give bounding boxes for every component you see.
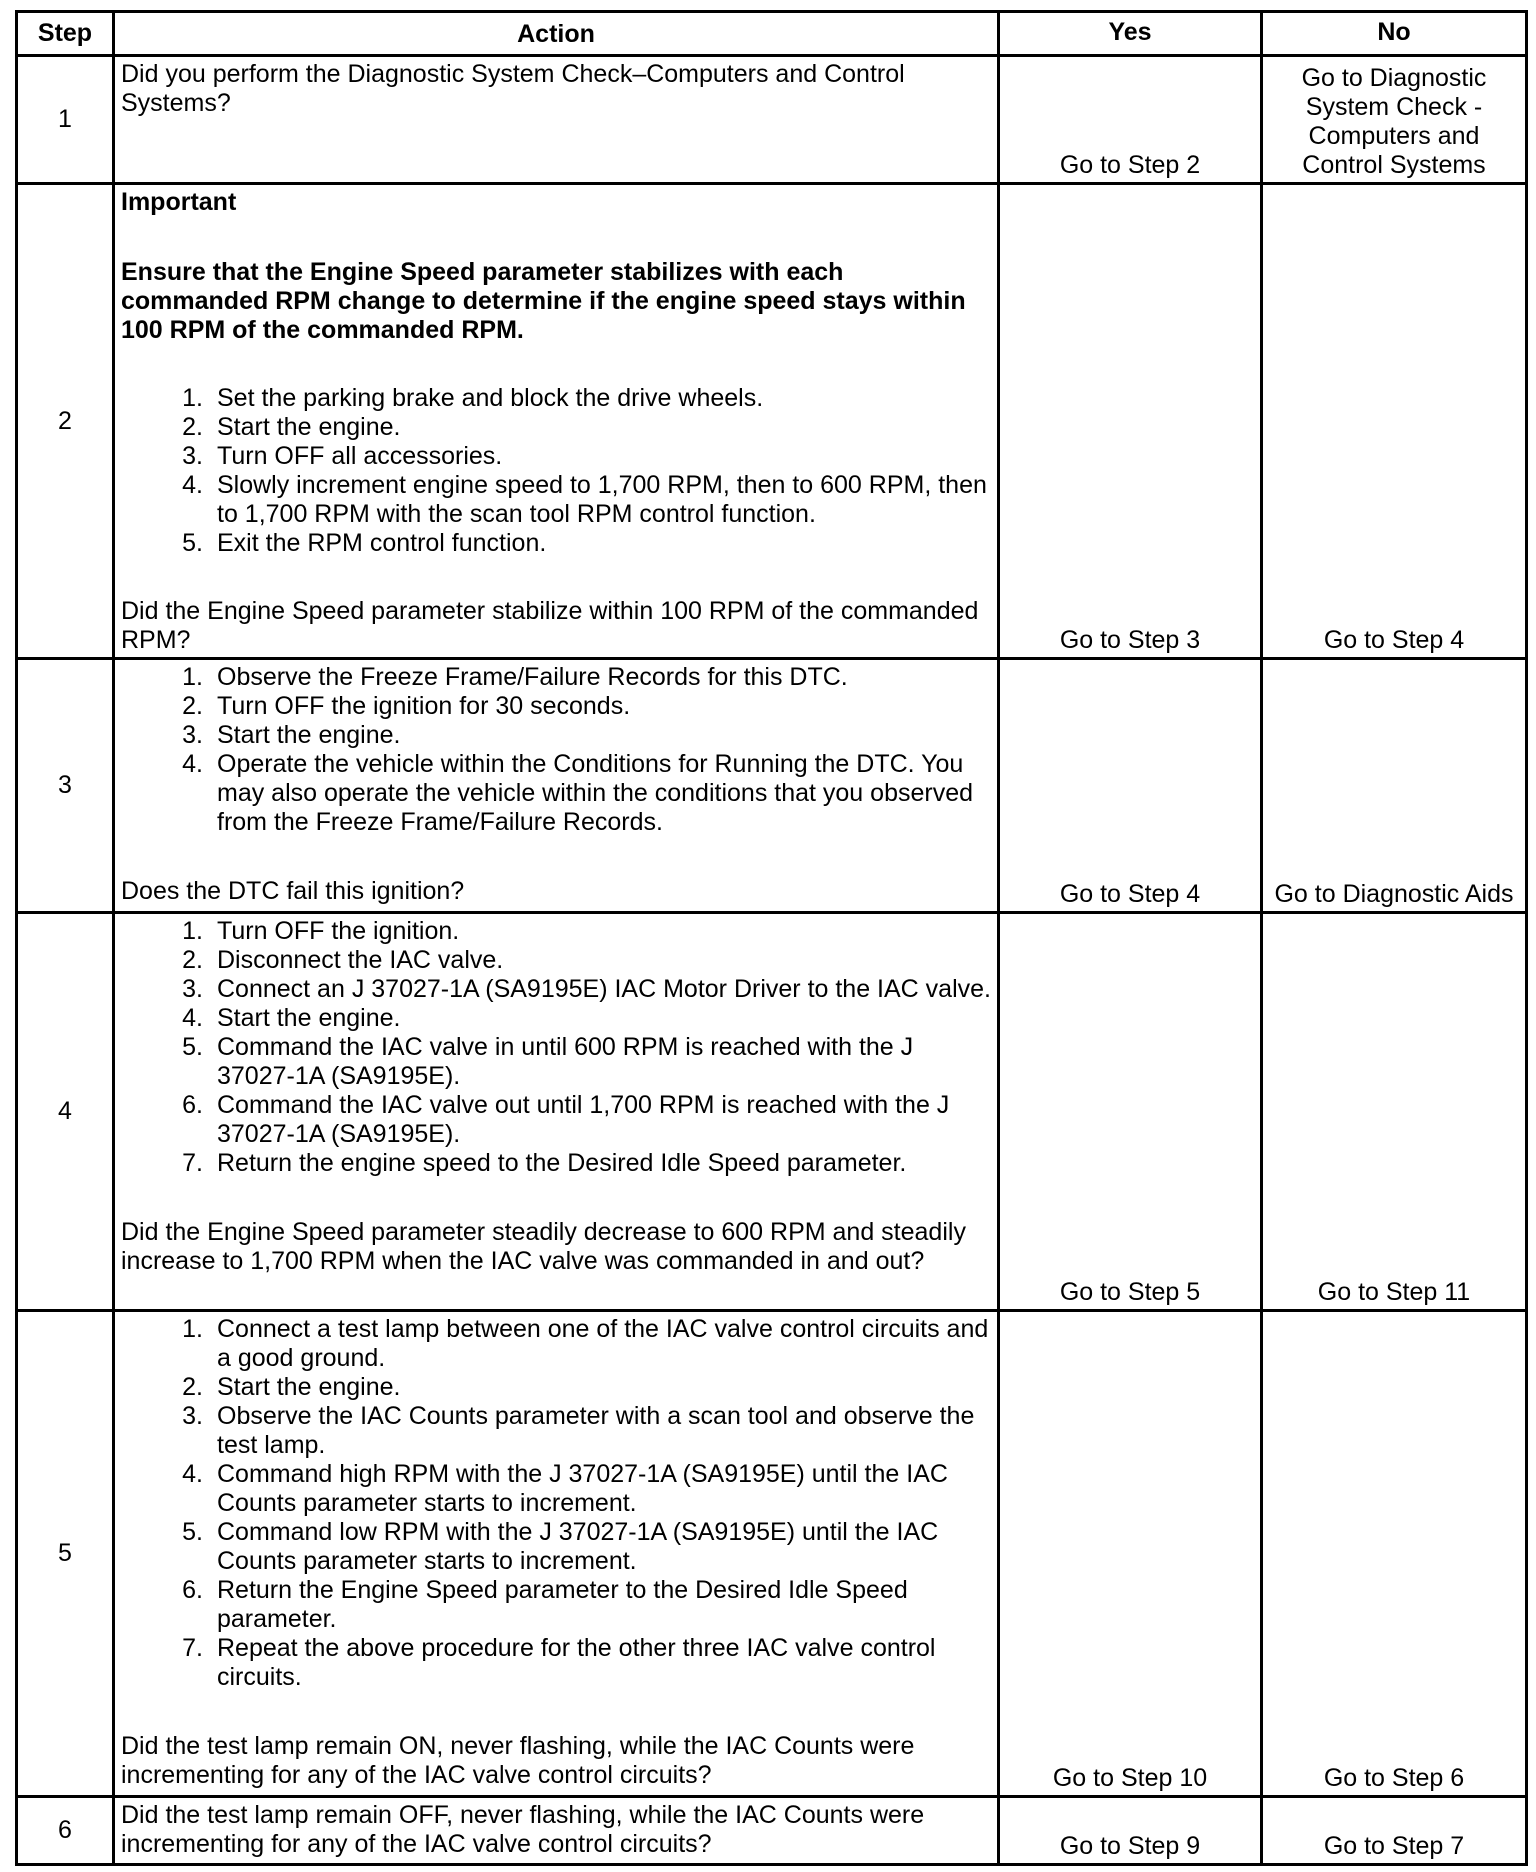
item-text: Start the engine. [217,721,401,749]
header-no: No [1262,12,1527,56]
action-cell [114,913,999,1311]
item-number: 7. [182,1634,203,1662]
item-text: Connect an J 37027-1A (SA9195E) IAC Motor Driver to the IAC valve. [217,975,991,1003]
no-link[interactable]: Go to Step 7 [1262,1797,1527,1865]
item-text: Turn OFF the ignition. [217,917,460,945]
table-row [17,56,1527,184]
question-text: Does the DTC fail this ignition? [121,877,465,905]
header-action: Action [114,12,999,56]
table-row [17,913,1527,1311]
no-link[interactable]: Go to Diagnostic Aids [1262,659,1527,913]
action-cell [114,184,999,659]
step-number: 1 [17,56,114,184]
item-text: Command the IAC valve in until 600 RPM is reached with the J 37027-1A (SA9195E). [217,1033,914,1090]
action-cell [114,1797,999,1865]
action-cell [114,659,999,913]
procedure-list [121,663,991,837]
item-text: Start the engine. [217,1373,401,1401]
item-number: 6. [182,1091,203,1119]
table-row [17,1797,1527,1865]
item-number: 4. [182,1460,203,1488]
no-link[interactable]: Go to Step 6 [1262,1311,1527,1797]
yes-link[interactable]: Go to Step 2 [999,56,1262,184]
step-number: 4 [17,913,114,1311]
item-number: 7. [182,1149,203,1177]
item-number: 5. [182,1033,203,1061]
no-link[interactable]: Go to Diagnostic System Check - Computers and Control Systems [1262,56,1527,184]
item-number: 2. [182,1373,203,1401]
list-item [121,529,991,558]
yes-link[interactable]: Go to Step 9 [999,1797,1262,1865]
list-item [121,1373,991,1402]
question-text: Did you perform the Diagnostic System Check–Computers and Control Systems? [121,60,905,117]
item-text: Command the IAC valve out until 1,700 RPM is reached with the J 37027-1A (SA9195E). [217,1091,950,1148]
item-text: Slowly increment engine speed to 1,700 RPM, then to 600 RPM, then to 1,700 RPM with the scan tool RPM control function. [217,471,987,528]
item-text: Repeat the above procedure for the other three IAC valve control circuits. [217,1634,936,1691]
item-number: 6. [182,1576,203,1604]
item-number: 1. [182,1315,203,1343]
item-number: 2. [182,692,203,720]
item-text: Set the parking brake and block the drive wheels. [217,384,764,412]
item-text: Start the engine. [217,413,401,441]
no-link[interactable]: Go to Step 4 [1262,184,1527,659]
list-item [121,1634,991,1692]
question-text: Did the Engine Speed parameter stabilize within 100 RPM of the commanded RPM? [121,597,979,654]
table-row [17,184,1527,659]
item-number: 1. [182,384,203,412]
list-item [121,692,991,721]
list-item [121,1518,991,1576]
action-cell [114,56,999,184]
yes-link[interactable]: Go to Step 10 [999,1311,1262,1797]
diagnostic-table [15,10,1528,1866]
list-item [121,946,991,975]
procedure-list [121,917,991,1178]
list-item [121,721,991,750]
list-item [121,1091,991,1149]
item-number: 1. [182,917,203,945]
item-number: 3. [182,442,203,470]
item-text: Return the engine speed to the Desired Idle Speed parameter. [217,1149,907,1177]
item-number: 3. [182,721,203,749]
item-number: 2. [182,946,203,974]
item-number: 3. [182,975,203,1003]
step-number: 3 [17,659,114,913]
step-number: 5 [17,1311,114,1797]
item-number: 5. [182,1518,203,1546]
list-item [121,1402,991,1460]
important-text: Ensure that the Engine Speed parameter stabilizes with each commanded RPM change to determine if the engine speed stays within 100 RPM of the commanded RPM. [121,258,966,344]
item-number: 4. [182,1004,203,1032]
yes-link[interactable]: Go to Step 3 [999,184,1262,659]
procedure-list [121,1315,991,1692]
list-item [121,1149,991,1178]
item-text: Exit the RPM control function. [217,529,547,557]
item-number: 2. [182,413,203,441]
item-number: 5. [182,529,203,557]
yes-link[interactable]: Go to Step 5 [999,913,1262,1311]
item-number: 4. [182,750,203,778]
procedure-list [121,384,991,558]
item-text: Connect a test lamp between one of the IAC valve control circuits and a good ground. [217,1315,989,1372]
question-text: Did the test lamp remain OFF, never flashing, while the IAC Counts were incrementing for any of the IAC valve control circuits? [121,1801,925,1858]
header-yes: Yes [999,12,1262,56]
table-header-row [17,12,1527,56]
step-number: 2 [17,184,114,659]
list-item [121,471,991,529]
list-item [121,663,991,692]
list-item [121,975,991,1004]
list-item [121,442,991,471]
item-number: 4. [182,471,203,499]
step-number: 6 [17,1797,114,1865]
table-row [17,659,1527,913]
item-text: Turn OFF the ignition for 30 seconds. [217,692,631,720]
list-item [121,917,991,946]
item-text: Command low RPM with the J 37027-1A (SA9195E) until the IAC Counts parameter starts to increment. [217,1518,939,1575]
item-text: Observe the IAC Counts parameter with a scan tool and observe the test lamp. [217,1402,975,1459]
list-item [121,1315,991,1373]
item-number: 1. [182,663,203,691]
list-item [121,1460,991,1518]
list-item [121,384,991,413]
item-text: Operate the vehicle within the Conditions for Running the DTC. You may also operate the vehicle within the conditions that you observed from the Freeze Frame/Failure Records. [217,750,974,836]
action-cell [114,1311,999,1797]
item-text: Command high RPM with the J 37027-1A (SA9195E) until the IAC Counts parameter starts to increment. [217,1460,948,1517]
yes-link[interactable]: Go to Step 4 [999,659,1262,913]
list-item [121,750,991,837]
header-step: Step [17,12,114,56]
list-item [121,1033,991,1091]
item-text: Start the engine. [217,1004,401,1032]
list-item [121,1576,991,1634]
item-text: Turn OFF all accessories. [217,442,503,470]
item-text: Observe the Freeze Frame/Failure Records for this DTC. [217,663,848,691]
question-text: Did the test lamp remain ON, never flashing, while the IAC Counts were incrementing for any of the IAC valve control circuits? [121,1732,915,1789]
list-item [121,413,991,442]
item-number: 3. [182,1402,203,1430]
table-row [17,1311,1527,1797]
important-title: Important [121,188,237,216]
item-text: Return the Engine Speed parameter to the Desired Idle Speed parameter. [217,1576,908,1633]
list-item [121,1004,991,1033]
item-text: Disconnect the IAC valve. [217,946,504,974]
no-link[interactable]: Go to Step 11 [1262,913,1527,1311]
question-text: Did the Engine Speed parameter steadily decrease to 600 RPM and steadily increase to 1,700 RPM when the IAC valve was commanded in and out? [121,1218,966,1275]
